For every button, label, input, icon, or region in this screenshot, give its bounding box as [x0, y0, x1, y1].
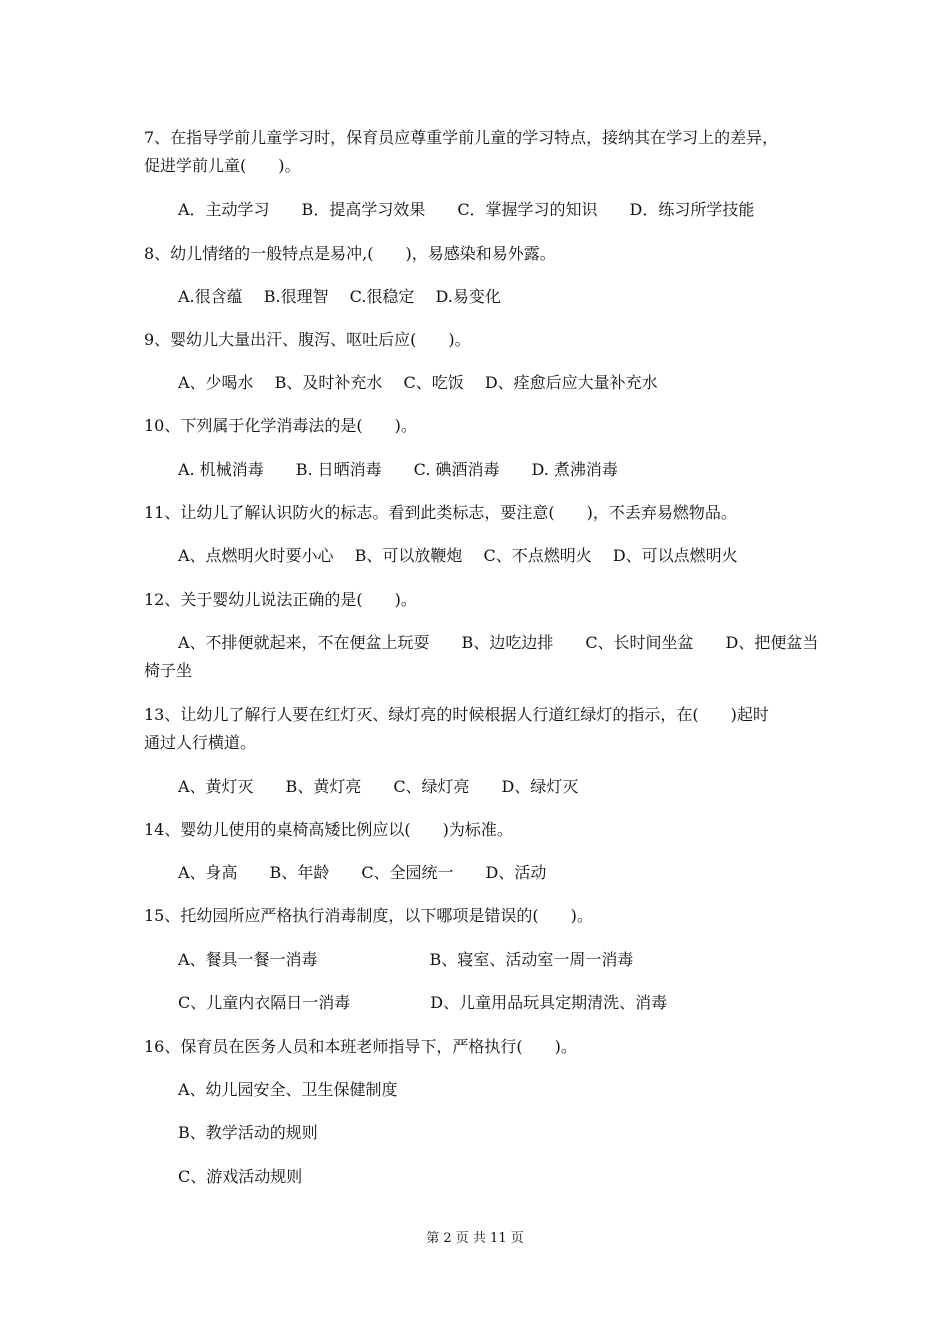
question-13-options: A、黄灯灭 B、黄灯亮 C、绿灯亮 D、绿灯灭 [178, 777, 579, 796]
question-7-line-2: 促进学前儿童( )。 [144, 156, 301, 175]
question-9: 9、婴幼儿大量出汗、腹泻、呕吐后应( )。 [144, 330, 471, 349]
question-16-option-b: B、教学活动的规则 [178, 1123, 318, 1142]
question-8-options: A.很含蕴 B.很理智 C.很稳定 D.易变化 [178, 287, 501, 306]
question-15-options-line-2: C、儿童内衣隔日一消毒 D、儿童用品玩具定期清洗、消毒 [178, 993, 668, 1012]
question-11: 11、让幼儿了解认识防火的标志。看到此类标志，要注意( )，不丢弃易燃物品。 [144, 503, 737, 522]
question-10: 10、下列属于化学消毒法的是( )。 [144, 416, 417, 435]
question-15: 15、托幼园所应严格执行消毒制度，以下哪项是错误的( )。 [144, 906, 593, 925]
question-11-options: A、点燃明火时要小心 B、可以放鞭炮 C、不点燃明火 D、可以点燃明火 [178, 546, 738, 565]
question-13-line-2: 通过人行横道。 [144, 733, 257, 752]
question-16: 16、保育员在医务人员和本班老师指导下，严格执行( )。 [144, 1037, 577, 1056]
question-12-options-line-1: A、不排便就起来，不在便盆上玩耍 B、边吃边排 C、长时间坐盆 D、把便盆当 [178, 633, 819, 652]
question-15-options-line-1: A、餐具一餐一消毒 B、寝室、活动室一周一消毒 [178, 950, 634, 969]
page-number: 第 2 页 共 11 页 [426, 1231, 524, 1246]
question-10-options: A. 机械消毒 B. 日晒消毒 C. 碘酒消毒 D. 煮沸消毒 [178, 460, 618, 479]
question-7-line-1: 7、在指导学前儿童学习时，保育员应尊重学前儿童的学习特点，接纳其在学习上的差异， [144, 128, 779, 147]
question-12-options-line-2: 椅子坐 [144, 661, 193, 680]
question-12: 12、关于婴幼儿说法正确的是( )。 [144, 590, 417, 609]
question-8: 8、幼儿情绪的一般特点是易冲,( )，易感染和易外露。 [144, 244, 556, 263]
question-13-line-1: 13、让幼儿了解行人要在红灯灭、绿灯亮的时候根据人行道红绿灯的指示，在( )起时 [144, 705, 769, 724]
question-7-options: A．主动学习 B．提高学习效果 C．掌握学习的知识 D．练习所学技能 [178, 200, 755, 219]
question-16-option-a: A、幼儿园安全、卫生保健制度 [178, 1080, 398, 1099]
question-16-option-c: C、游戏活动规则 [178, 1167, 303, 1186]
question-9-options: A、少喝水 B、及时补充水 C、吃饭 D、痊愈后应大量补充水 [178, 373, 658, 392]
question-14-options: A、身高 B、年龄 C、全园统一 D、活动 [178, 863, 547, 882]
question-14: 14、婴幼儿使用的桌椅高矮比例应以( )为标准。 [144, 820, 513, 839]
